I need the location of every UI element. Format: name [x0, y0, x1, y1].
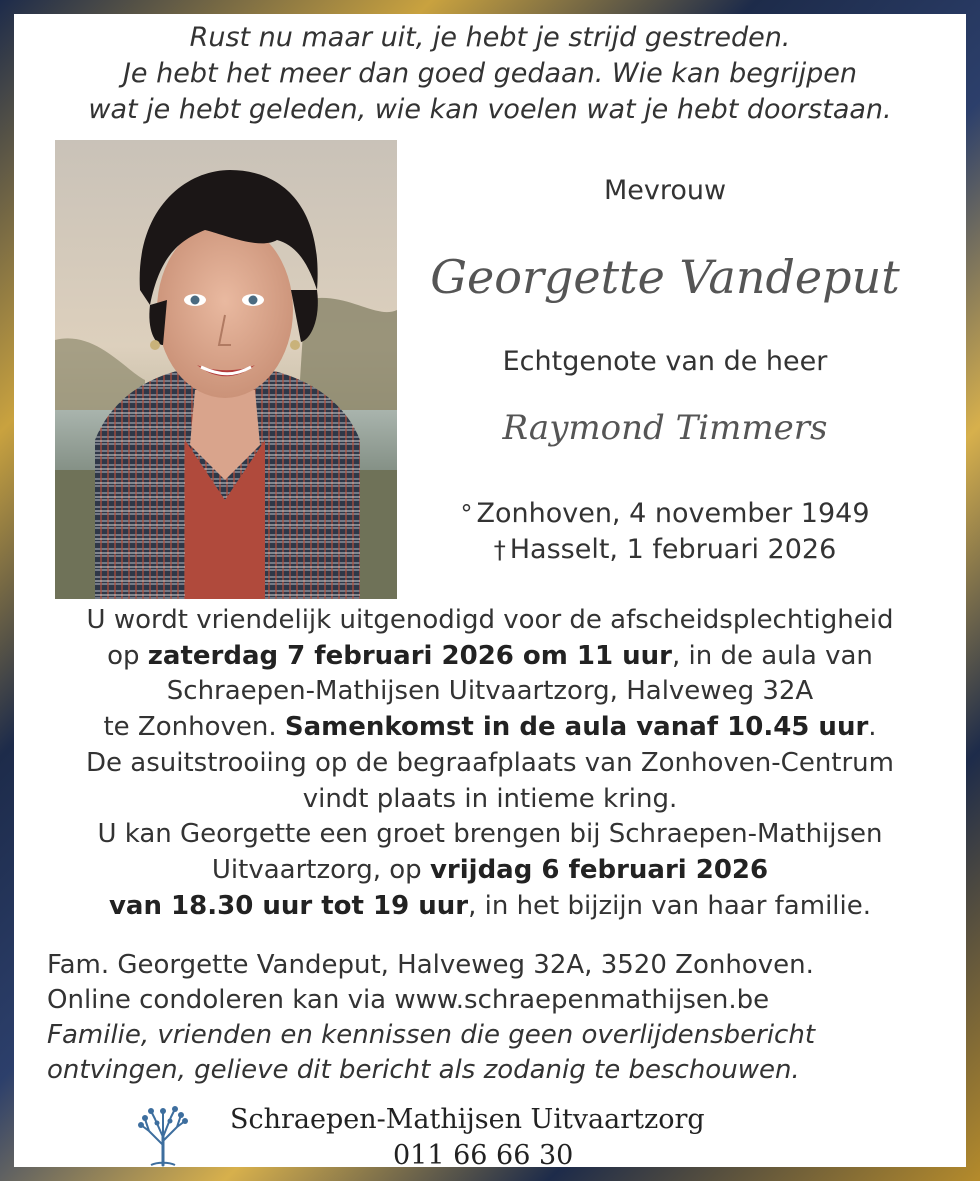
text-part: , in de aula van: [672, 640, 873, 671]
funeral-home-phone[interactable]: 011 66 66 30: [393, 1140, 574, 1171]
death-symbol: †: [493, 536, 506, 564]
ceremony-announcement: [0, 603, 980, 924]
birth-details: Zonhoven, 4 november 1949: [476, 498, 870, 529]
birth-symbol: °: [460, 500, 473, 528]
tree-icon: [135, 1105, 191, 1167]
announcement-line: U kan Georgette een groet brengen bij Schraepen-Mathijsen: [97, 819, 883, 850]
poem-line: wat je hebt geleden, wie kan voelen wat je hebt doorstaan.: [88, 94, 892, 125]
family-footer: [47, 948, 947, 1088]
announcement-line: De asuitstrooiing op de begraafplaats van Zonhoven-Centrum: [86, 747, 894, 778]
text-part: Uitvaartzorg, op: [211, 854, 430, 885]
poem: [0, 20, 980, 128]
announcement-line: [0, 889, 980, 925]
text-part: op: [107, 640, 148, 671]
visitation-date: vrijdag 6 februari 2026: [429, 854, 769, 885]
announcement-line: [0, 710, 980, 746]
gathering-time: Samenkomst in de aula vanaf 10.45 uur: [284, 712, 869, 743]
poem-line: Je hebt het meer dan goed gedaan. Wie kan begrijpen: [122, 58, 858, 89]
death-details: Hasselt, 1 februari 2026: [509, 534, 837, 565]
condolence-link[interactable]: Online condoleren kan via www.schraepenmathijsen.be: [47, 985, 770, 1015]
announcement-line: [0, 853, 980, 889]
birth-line: [410, 498, 920, 529]
announcement-line: [0, 639, 980, 675]
funeral-home-name: Schraepen-Mathijsen Uitvaartzorg: [230, 1104, 705, 1135]
announcement-line: Schraepen-Mathijsen Uitvaartzorg, Halveweg 32A: [166, 676, 814, 707]
visitation-time: van 18.30 uur tot 19 uur: [108, 890, 469, 921]
text-part: .: [868, 712, 877, 743]
poem-line: Rust nu maar uit, je hebt je strijd gestreden.: [189, 22, 791, 53]
notice-line: ontvingen, gelieve dit bericht als zodanig te beschouwen.: [47, 1055, 800, 1085]
portrait-photo: [55, 140, 397, 599]
text-part: , in het bijzijn van haar familie.: [468, 890, 872, 921]
text-part: te Zonhoven.: [103, 712, 285, 743]
deceased-name: Georgette Vandeput: [430, 250, 900, 304]
family-address: Fam. Georgette Vandeput, Halveweg 32A, 3520 Zonhoven.: [47, 950, 814, 980]
announcement-line: vindt plaats in intieme kring.: [302, 783, 678, 814]
spouse-name: Raymond Timmers: [502, 408, 828, 448]
ceremony-date: zaterdag 7 februari 2026 om 11 uur: [147, 640, 673, 671]
honorific: Mevrouw: [603, 175, 727, 206]
death-line: [410, 534, 920, 565]
announcement-line: U wordt vriendelijk uitgenodigd voor de afscheidsplechtigheid: [86, 605, 894, 635]
spouse-label: Echtgenote van de heer: [502, 346, 828, 377]
notice-line: Familie, vrienden en kennissen die geen overlijdensbericht: [47, 1020, 816, 1050]
